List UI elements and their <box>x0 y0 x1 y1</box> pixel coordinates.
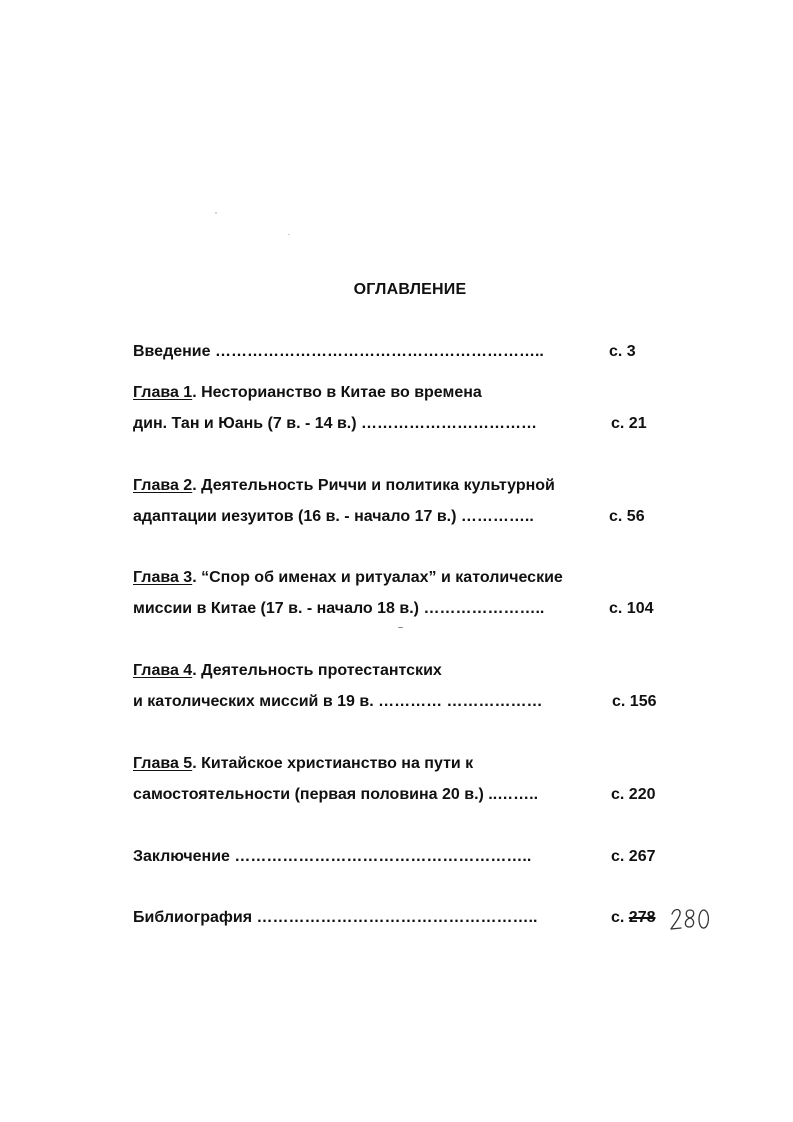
toc-entry-chapter-1 <box>133 383 482 403</box>
toc-entry-chapter-4 <box>133 661 442 681</box>
toc-entry-chapter-2 <box>133 476 555 496</box>
toc-entry-chapter-4-cont: и католических миссий в 19 в. ………… ……………… <box>133 693 543 710</box>
toc-entry-chapter-1-cont: дин. Тан и Юань (7 в. - 14 в.) …………………………… <box>133 415 538 432</box>
toc-entry-bibliography: Библиография …………………………………………….. <box>133 909 538 926</box>
toc-page-bibliography <box>611 908 656 928</box>
chapter-title: . Деятельность Риччи и политика культурной <box>192 477 555 494</box>
handwritten-correction <box>668 902 714 938</box>
toc-entry-chapter-3 <box>133 568 563 588</box>
toc-page-introduction: с. 3 <box>609 343 636 360</box>
scan-speck <box>215 212 217 214</box>
toc-page-chapter-5: с. 220 <box>611 786 656 803</box>
toc-page-conclusion: с. 267 <box>611 848 656 865</box>
toc-entry-chapter-3-cont: миссии в Китае (17 в. - начало 18 в.) ………………….. <box>133 600 545 617</box>
chapter-label: Глава 1 <box>133 384 193 401</box>
toc-page-chapter-4: с. 156 <box>612 693 657 710</box>
toc-page-chapter-3: с. 104 <box>609 600 654 617</box>
chapter-title: . Несторианство в Китае во времена <box>192 384 482 401</box>
page-prefix: с. <box>611 909 629 926</box>
struck-page-number: 278 <box>628 909 656 926</box>
toc-entry-chapter-2-cont: адаптации иезуитов (16 в. - начало 17 в.) ………….. <box>133 508 534 525</box>
toc-page-chapter-2: с. 56 <box>609 508 645 525</box>
toc-entry-chapter-5 <box>133 754 473 774</box>
toc-entry-introduction: Введение …………………………………………………….. <box>133 343 544 360</box>
toc-page-chapter-1: с. 21 <box>611 415 647 432</box>
chapter-title: . “Спор об именах и ритуалах” и католические <box>192 569 563 586</box>
chapter-label: Глава 3 <box>133 569 193 586</box>
scan-speck <box>398 627 403 628</box>
toc-heading: ОГЛАВЛЕНИЕ <box>353 281 467 298</box>
chapter-label: Глава 2 <box>133 477 193 494</box>
chapter-label: Глава 5 <box>133 755 193 772</box>
chapter-label: Глава 4 <box>133 662 193 679</box>
toc-entry-conclusion: Заключение ……………………………………………….. <box>133 848 532 865</box>
toc-entry-chapter-5-cont: самостоятельности (первая половина 20 в.) ..…….. <box>133 786 539 803</box>
scan-speck <box>288 234 290 235</box>
chapter-title: . Деятельность протестантских <box>192 662 442 679</box>
chapter-title: . Китайское христианство на пути к <box>192 755 474 772</box>
